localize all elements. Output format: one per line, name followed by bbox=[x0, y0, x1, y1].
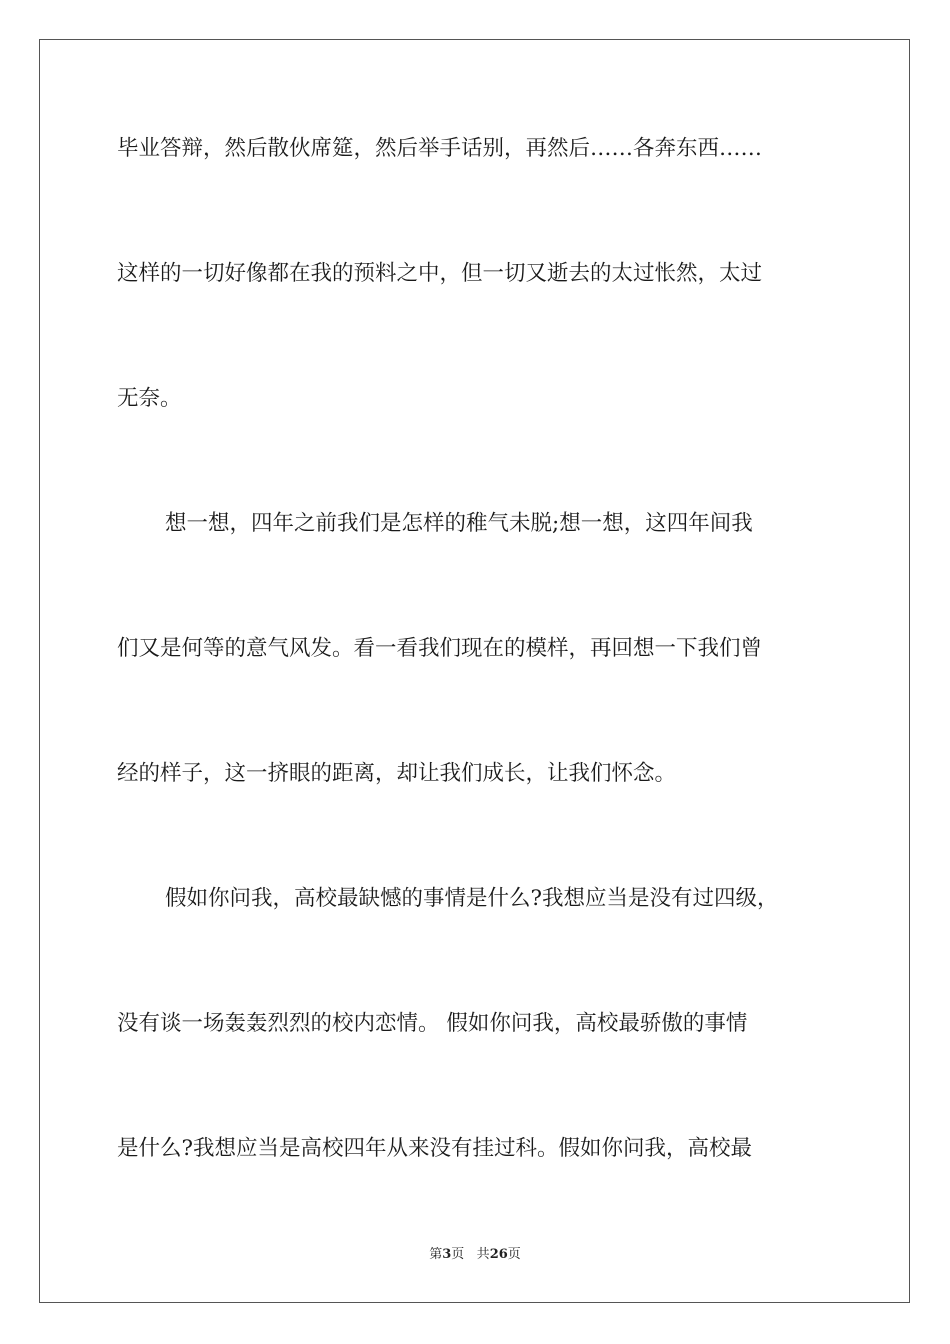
total-prefix: 共 bbox=[476, 1247, 490, 1262]
page-current: 3 bbox=[442, 1247, 452, 1262]
total-suffix: 页 bbox=[507, 1247, 521, 1262]
text-line: 毕业答辩，然后散伙席筵，然后举手话别，再然后……各奔东西…… bbox=[117, 136, 763, 161]
page-footer bbox=[0, 1246, 950, 1264]
text-line: 没有谈一场轰轰烈烈的校内恋情。 假如你问我，高校最骄傲的事情 bbox=[117, 1011, 748, 1036]
paragraph-start-line: 假如你问我，高校最缺憾的事情是什么?我想应当是没有过四级， bbox=[165, 886, 779, 911]
text-line: 这样的一切好像都在我的预料之中，但一切又逝去的太过怅然，太过 bbox=[117, 261, 763, 286]
page-suffix: 页 bbox=[451, 1247, 465, 1262]
paragraph-start-line: 想一想，四年之前我们是怎样的稚气未脱;想一想，这四年间我 bbox=[165, 511, 753, 536]
text-line: 们又是何等的意气风发。看一看我们现在的模样，再回想一下我们曾 bbox=[117, 636, 763, 661]
page-border bbox=[39, 39, 910, 1303]
text-line: 无奈。 bbox=[117, 386, 182, 411]
page-total: 26 bbox=[489, 1247, 508, 1262]
text-line: 是什么?我想应当是高校四年从来没有挂过科。假如你问我，高校最 bbox=[117, 1136, 753, 1161]
page-prefix: 第 bbox=[429, 1247, 443, 1262]
text-line: 经的样子，这一挤眼的距离，却让我们成长，让我们怀念。 bbox=[117, 761, 677, 786]
